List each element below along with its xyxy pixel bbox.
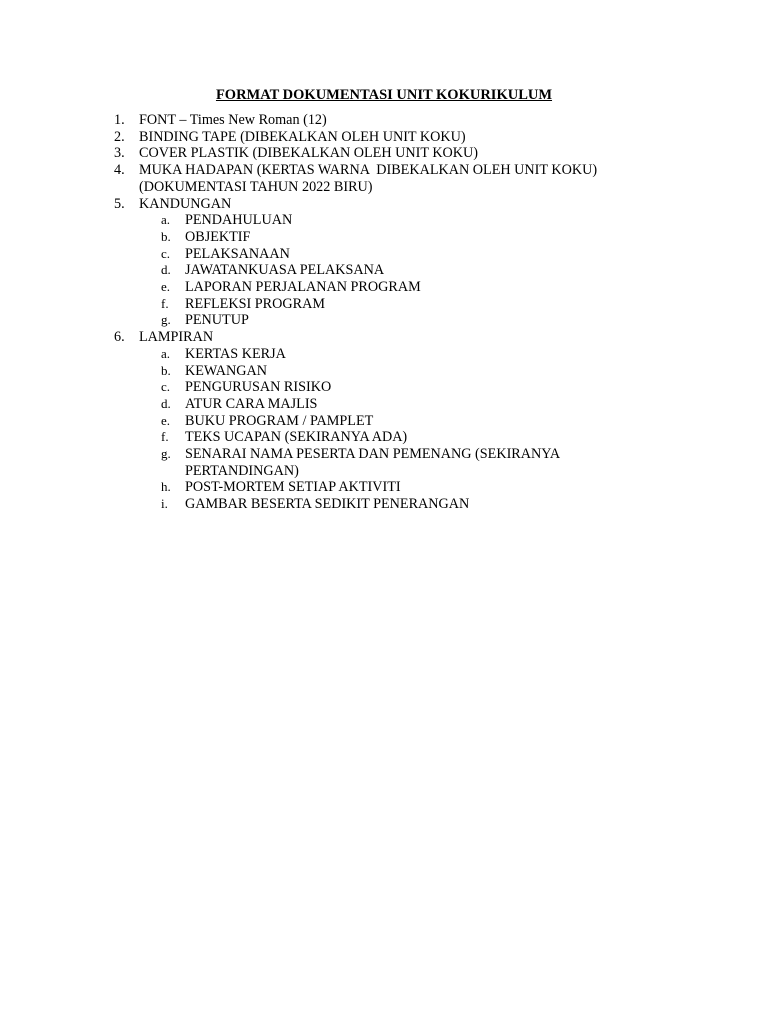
item-text: BINDING TAPE (DIBEKALKAN OLEH UNIT KOKU) xyxy=(139,128,466,145)
sub-item-text: GAMBAR BESERTA SEDIKIT PENERANGAN xyxy=(185,496,470,513)
sub-item-letter: c. xyxy=(161,379,171,395)
lampiran-sub-list xyxy=(139,346,700,513)
document-title: FORMAT DOKUMENTASI UNIT KOKURIKULUM xyxy=(215,87,553,103)
sub-list-item xyxy=(139,429,605,446)
item-number: 5. xyxy=(114,195,125,212)
sub-list-item xyxy=(139,379,605,396)
sub-list-item xyxy=(139,496,605,513)
sub-list-item xyxy=(139,312,605,329)
sub-item-text: REFLEKSI PROGRAM xyxy=(185,295,325,312)
sub-item-letter: a. xyxy=(161,345,171,361)
list-item-kandungan xyxy=(0,196,700,330)
sub-item-text: LAPORAN PERJALANAN PROGRAM xyxy=(185,279,421,296)
main-list xyxy=(0,112,700,513)
sub-item-letter: g. xyxy=(161,446,171,462)
sub-list-item xyxy=(139,396,605,413)
item-number: 1. xyxy=(114,112,125,128)
sub-item-letter: d. xyxy=(161,262,171,278)
sub-list-item xyxy=(139,296,605,313)
sub-item-letter: a. xyxy=(161,212,171,228)
item-text: FONT – Times New Roman (12) xyxy=(139,112,327,128)
sub-list-item xyxy=(139,413,605,430)
list-item-muka-hadapan xyxy=(0,162,700,195)
sub-list-item xyxy=(139,346,605,363)
sub-item-letter: e. xyxy=(161,412,171,428)
sub-item-text: PENDAHULUAN xyxy=(185,212,293,229)
sub-item-text: OBJEKTIF xyxy=(185,228,251,245)
item-number: 4. xyxy=(114,162,125,179)
list-item-cover-plastik xyxy=(0,145,700,162)
sub-item-text: PELAKSANAAN xyxy=(185,245,290,262)
sub-item-text: KEWANGAN xyxy=(185,362,267,379)
sub-item-letter: b. xyxy=(161,228,171,244)
sub-item-text: PENUTUP xyxy=(185,312,249,329)
sub-item-letter: i. xyxy=(161,496,168,512)
sub-item-text: SENARAI NAMA PESERTA DAN PEMENANG (SEKIRANYA PERTANDINGAN) xyxy=(185,446,560,479)
sub-list-item xyxy=(139,262,605,279)
sub-item-letter: e. xyxy=(161,279,171,295)
sub-list-item xyxy=(139,479,605,496)
sub-item-letter: c. xyxy=(161,245,171,261)
item-text: KANDUNGAN xyxy=(139,195,232,212)
sub-item-text: TEKS UCAPAN (SEKIRANYA ADA) xyxy=(185,429,408,446)
sub-item-text: KERTAS KERJA xyxy=(185,345,286,362)
sub-list-item xyxy=(139,279,605,296)
sub-list-item xyxy=(139,229,605,246)
sub-item-letter: h. xyxy=(161,479,171,495)
sub-item-letter: f. xyxy=(161,429,169,445)
kandungan-sub-list xyxy=(139,212,700,329)
sub-item-letter: d. xyxy=(161,395,171,411)
sub-item-text: POST-MORTEM SETIAP AKTIVITI xyxy=(185,479,401,496)
list-item-font xyxy=(0,112,700,129)
sub-list-item xyxy=(139,246,605,263)
sub-list-item xyxy=(139,363,605,380)
sub-item-text: ATUR CARA MAJLIS xyxy=(185,395,318,412)
item-text: COVER PLASTIK (DIBEKALKAN OLEH UNIT KOKU) xyxy=(139,145,479,162)
item-text: MUKA HADAPAN (KERTAS WARNA DIBEKALKAN OLEH UNIT KOKU) xyxy=(139,162,598,179)
item-number: 3. xyxy=(114,145,125,162)
sub-item-text: PENGURUSAN RISIKO xyxy=(185,379,332,396)
sub-item-text: JAWATANKUASA PELAKSANA xyxy=(185,262,385,279)
item-text: LAMPIRAN xyxy=(139,329,214,346)
sub-list-item xyxy=(139,446,605,479)
item-number: 6. xyxy=(114,329,125,346)
item-number: 2. xyxy=(114,128,125,145)
item-text-continuation: (DOKUMENTASI TAHUN 2022 BIRU) xyxy=(139,178,373,195)
sub-item-letter: f. xyxy=(161,295,169,311)
list-item-binding-tape xyxy=(0,129,700,146)
sub-item-letter: g. xyxy=(161,312,171,328)
list-item-lampiran xyxy=(0,329,700,513)
sub-item-letter: b. xyxy=(161,362,171,378)
sub-item-text: BUKU PROGRAM / PAMPLET xyxy=(185,412,374,429)
sub-list-item xyxy=(139,212,605,229)
